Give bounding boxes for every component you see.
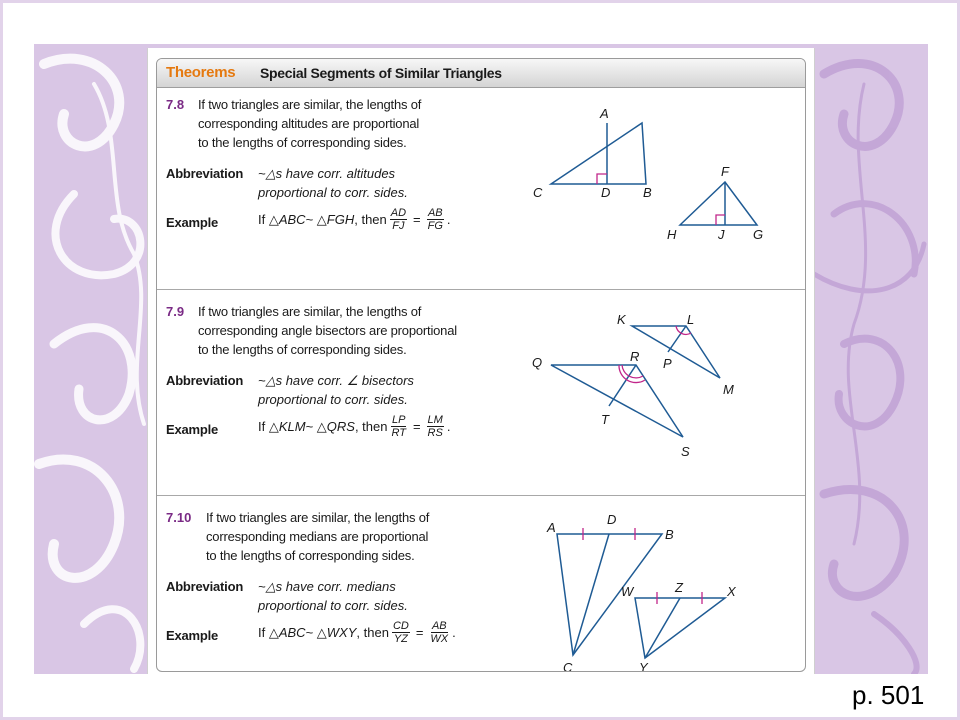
- vertex-label: S: [681, 444, 690, 459]
- vertex-label: R: [630, 349, 640, 364]
- right-angle-mark: [597, 174, 607, 184]
- vertex-label: F: [721, 164, 729, 179]
- triangle-qrs: [551, 365, 683, 437]
- bisector-rt: [609, 365, 636, 406]
- abbreviation-text: ~△s have corr. altitudes: [258, 166, 396, 181]
- header-tag: Theorems: [166, 64, 236, 81]
- theorem-box-header: [157, 59, 805, 88]
- theorem-text-line: If two triangles are similar, the lengths of: [206, 510, 430, 525]
- theorem-text-line: to the lengths of corresponding sides.: [198, 342, 407, 357]
- ratio-fraction: $\frac{AB}{WX}$: [430, 620, 449, 645]
- vertex-label: C: [533, 185, 543, 200]
- altitude-diagram: [525, 96, 795, 286]
- vertex-label: Y: [639, 660, 648, 672]
- theorem-text-line: corresponding angle bisectors are proportional: [198, 323, 457, 338]
- median-cd: [573, 534, 609, 655]
- ratio-fraction: $\frac{LM}{RS}$: [427, 414, 443, 439]
- vertex-label: T: [601, 412, 609, 427]
- ratio-fraction: $\frac{LP}{RT}$: [391, 414, 406, 439]
- median-diagram: [525, 504, 795, 672]
- triangle-klm: [632, 326, 720, 378]
- triangle-abc: [551, 123, 646, 184]
- vertex-label: A: [600, 106, 609, 121]
- vertex-label: G: [753, 227, 764, 242]
- theorem-text-line: corresponding medians are proportional: [206, 529, 429, 544]
- theorem-number: 7.8: [166, 97, 185, 112]
- theorem-number: 7.10: [166, 510, 192, 525]
- theorem-section-7-10: [157, 495, 805, 672]
- theorem-text-line: to the lengths of corresponding sides.: [206, 548, 415, 563]
- vertex-label: L: [687, 312, 695, 327]
- abbreviation-text: proportional to corr. sides.: [258, 392, 408, 407]
- vertex-label: C: [563, 660, 573, 672]
- theorem-number: 7.9: [166, 304, 185, 319]
- abbreviation-label: Abbreviation: [166, 373, 244, 388]
- vertex-label: J: [718, 227, 725, 242]
- theorem-text-line: to the lengths of corresponding sides.: [198, 135, 407, 150]
- page-reference: p. 501: [852, 680, 925, 710]
- vertex-label: D: [607, 512, 617, 527]
- vertex-label: Q: [532, 355, 543, 370]
- example-label: Example: [166, 628, 219, 643]
- vertex-label: B: [665, 527, 674, 542]
- example-statement: If △ KLM ~ △ QRS , then $\frac{LP}{RT}$ = $\frac{LM}{RS}$ .: [258, 414, 451, 439]
- abbreviation-text: proportional to corr. sides.: [258, 185, 408, 200]
- abbreviation-label: Abbreviation: [166, 579, 244, 594]
- vertex-label: P: [663, 356, 672, 371]
- ratio-fraction: $\frac{CD}{YZ}$: [392, 620, 409, 645]
- abbreviation-text: proportional to corr. sides.: [258, 598, 408, 613]
- vertex-label: M: [723, 382, 734, 397]
- theorem-text-line: If two triangles are similar, the lengths of: [198, 304, 422, 319]
- abbreviation-text: ~△s have corr. medians: [258, 579, 396, 594]
- example-statement: If △ ABC ~ △ WXY , then $\frac{CD}{YZ}$ = $\frac{AB}{WX}$ .: [258, 620, 456, 645]
- vertex-label: H: [667, 227, 677, 242]
- vertex-label: B: [643, 185, 652, 200]
- vertex-label: X: [727, 584, 736, 599]
- vertex-label: Z: [675, 580, 683, 595]
- example-statement: If △ ABC ~ △ FGH , then $\frac{AD}{FJ}$ = $\frac{AB}{FG}$ .: [258, 207, 451, 232]
- abbreviation-label: Abbreviation: [166, 166, 244, 181]
- vertex-label: W: [621, 584, 634, 599]
- theorem-box: [156, 58, 806, 672]
- vertex-label: A: [547, 520, 556, 535]
- abbreviation-text: ~△s have corr. ∠ bisectors: [258, 373, 414, 388]
- vertex-label: K: [617, 312, 626, 327]
- theorem-section-7-9: [157, 289, 805, 495]
- right-angle-mark: [716, 215, 725, 225]
- theorem-section-7-8: [157, 88, 805, 289]
- vertex-label: D: [601, 185, 611, 200]
- theorem-text-line: If two triangles are similar, the lengths of: [198, 97, 422, 112]
- angle-bisector-diagram: [525, 300, 795, 492]
- ratio-fraction: $\frac{AD}{FJ}$: [390, 207, 407, 232]
- triangle-fgh: [680, 182, 757, 225]
- theorem-text-line: corresponding altitudes are proportional: [198, 116, 420, 131]
- triangle-abc: [557, 534, 662, 655]
- triangle-wxy: [635, 598, 725, 658]
- example-label: Example: [166, 215, 219, 230]
- example-label: Example: [166, 422, 219, 437]
- header-title: Special Segments of Similar Triangles: [260, 65, 502, 81]
- ratio-fraction: $\frac{AB}{FG}$: [427, 207, 443, 232]
- median-yz: [645, 598, 680, 658]
